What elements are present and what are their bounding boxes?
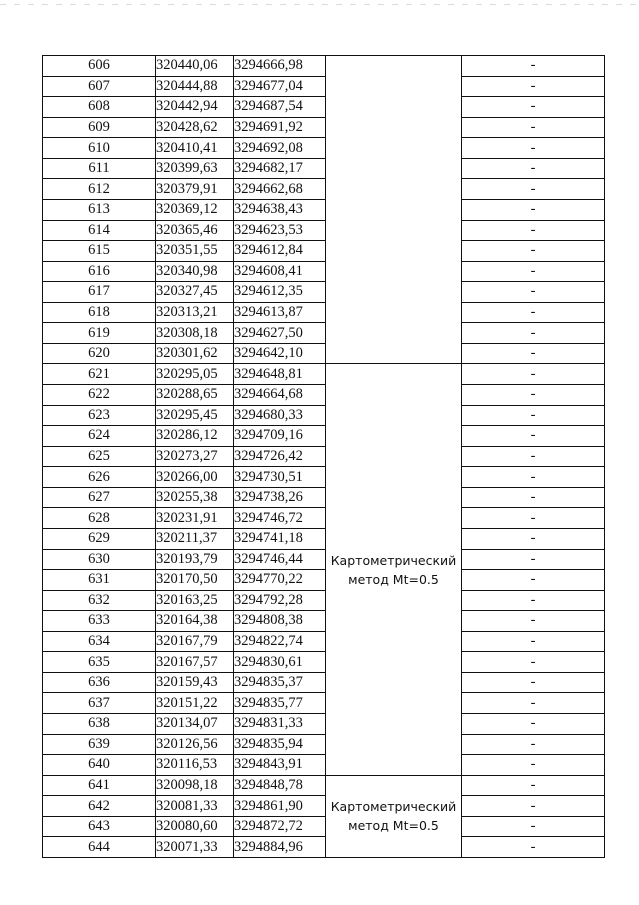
table-row [43,179,605,200]
point-number: 626 [43,467,156,488]
point-number: 610 [43,138,156,159]
coord-x: 320193,79 [156,549,234,570]
method-accuracy: метод Mt=0.5 [348,818,439,834]
scan-header-artifact [0,4,639,5]
dash-value: - [462,508,605,529]
table-row [43,97,605,118]
point-number: 615 [43,241,156,262]
coord-y: 3294648,81 [234,364,326,385]
dash-value: - [462,261,605,282]
method-accuracy: метод Mt=0.5 [348,571,439,587]
blank-method-cell [326,56,462,364]
table-row [43,631,605,652]
coord-x: 320288,65 [156,385,234,406]
table-row [43,76,605,97]
coord-y: 3294691,92 [234,117,326,138]
table-row [43,241,605,262]
coord-x: 320164,38 [156,611,234,632]
table-row [43,467,605,488]
coord-y: 3294830,61 [234,652,326,673]
coord-y: 3294861,90 [234,796,326,817]
point-number: 644 [43,837,156,858]
coord-y: 3294623,53 [234,220,326,241]
coordinates-table [42,55,605,858]
point-number: 630 [43,549,156,570]
point-number: 618 [43,302,156,323]
coord-y: 3294608,41 [234,261,326,282]
coord-x: 320365,46 [156,220,234,241]
dash-value: - [462,755,605,776]
coord-y: 3294770,22 [234,570,326,591]
coord-y: 3294642,10 [234,343,326,364]
point-number: 627 [43,487,156,508]
coord-y: 3294822,74 [234,631,326,652]
dash-value: - [462,775,605,796]
dash-value: - [462,652,605,673]
coord-y: 3294662,68 [234,179,326,200]
coord-x: 320151,22 [156,693,234,714]
dash-value: - [462,199,605,220]
table-row [43,755,605,776]
point-number: 631 [43,570,156,591]
coord-y: 3294612,35 [234,282,326,303]
coord-y: 3294831,33 [234,714,326,735]
coord-x: 320081,33 [156,796,234,817]
table-row [43,570,605,591]
table-row [43,446,605,467]
point-number: 614 [43,220,156,241]
point-number: 629 [43,528,156,549]
table-row [43,220,605,241]
coord-x: 320170,50 [156,570,234,591]
point-number: 611 [43,158,156,179]
method-name: Картометрический [330,799,457,815]
dash-value: - [462,117,605,138]
dash-value: - [462,56,605,77]
point-number: 607 [43,76,156,97]
coord-x: 320286,12 [156,426,234,447]
coord-x: 320255,38 [156,487,234,508]
point-number: 613 [43,199,156,220]
point-number: 608 [43,97,156,118]
table-row [43,487,605,508]
table-row [43,611,605,632]
point-number: 624 [43,426,156,447]
coord-x: 320351,55 [156,241,234,262]
coordinates-table-body [43,56,605,858]
dash-value: - [462,796,605,817]
dash-value: - [462,158,605,179]
dash-value: - [462,302,605,323]
coord-x: 320295,05 [156,364,234,385]
table-row [43,117,605,138]
table-row [43,158,605,179]
coord-x: 320159,43 [156,672,234,693]
dash-value: - [462,693,605,714]
coord-x: 320211,37 [156,528,234,549]
coord-x: 320399,63 [156,158,234,179]
coord-y: 3294738,26 [234,487,326,508]
dash-value: - [462,611,605,632]
table-row [43,385,605,406]
point-number: 616 [43,261,156,282]
coord-y: 3294666,98 [234,56,326,77]
coord-x: 320327,45 [156,282,234,303]
method-name: Картометрический [330,552,457,568]
coord-x: 320340,98 [156,261,234,282]
dash-value: - [462,467,605,488]
point-number: 617 [43,282,156,303]
coord-x: 320369,12 [156,199,234,220]
dash-value: - [462,570,605,591]
coord-y: 3294843,91 [234,755,326,776]
point-number: 636 [43,672,156,693]
table-row [43,652,605,673]
table-row [43,549,605,570]
table-row [43,138,605,159]
point-number: 637 [43,693,156,714]
dash-value: - [462,837,605,858]
dash-value: - [462,343,605,364]
point-number: 612 [43,179,156,200]
table-row [43,364,605,385]
dash-value: - [462,241,605,262]
coord-x: 320071,33 [156,837,234,858]
point-number: 633 [43,611,156,632]
table-row [43,405,605,426]
coord-x: 320231,91 [156,508,234,529]
coord-y: 3294872,72 [234,816,326,837]
dash-value: - [462,323,605,344]
coord-x: 320442,94 [156,97,234,118]
table-row [43,528,605,549]
coord-y: 3294835,94 [234,734,326,755]
table-row [43,343,605,364]
dash-value: - [462,385,605,406]
coord-x: 320080,60 [156,816,234,837]
point-number: 625 [43,446,156,467]
coord-y: 3294613,87 [234,302,326,323]
coord-x: 320379,91 [156,179,234,200]
table-row [43,282,605,303]
table-row [43,323,605,344]
coord-y: 3294709,16 [234,426,326,447]
coord-y: 3294627,50 [234,323,326,344]
coord-y: 3294848,78 [234,775,326,796]
coord-y: 3294730,51 [234,467,326,488]
table-row [43,672,605,693]
point-number: 632 [43,590,156,611]
dash-value: - [462,426,605,447]
dash-value: - [462,631,605,652]
table-row [43,816,605,837]
table-row [43,775,605,796]
point-number: 638 [43,714,156,735]
coord-x: 320167,57 [156,652,234,673]
coord-y: 3294612,84 [234,241,326,262]
dash-value: - [462,179,605,200]
point-number: 622 [43,385,156,406]
dash-value: - [462,405,605,426]
point-number: 635 [43,652,156,673]
coord-x: 320098,18 [156,775,234,796]
point-number: 641 [43,775,156,796]
dash-value: - [462,138,605,159]
coord-y: 3294680,33 [234,405,326,426]
dash-value: - [462,590,605,611]
dash-value: - [462,220,605,241]
coord-y: 3294687,54 [234,97,326,118]
table-row [43,199,605,220]
coord-x: 320167,79 [156,631,234,652]
coord-y: 3294638,43 [234,199,326,220]
coord-x: 320273,27 [156,446,234,467]
table-row [43,734,605,755]
point-number: 606 [43,56,156,77]
point-number: 623 [43,405,156,426]
coord-y: 3294682,17 [234,158,326,179]
table-row [43,590,605,611]
dash-value: - [462,97,605,118]
point-number: 640 [43,755,156,776]
table-row [43,693,605,714]
table-row [43,796,605,817]
coord-y: 3294746,44 [234,549,326,570]
coord-y: 3294677,04 [234,76,326,97]
coord-x: 320134,07 [156,714,234,735]
table-row [43,837,605,858]
dash-value: - [462,528,605,549]
coord-y: 3294808,38 [234,611,326,632]
coord-y: 3294746,72 [234,508,326,529]
coord-y: 3294726,42 [234,446,326,467]
point-number: 643 [43,816,156,837]
coord-x: 320428,62 [156,117,234,138]
point-number: 634 [43,631,156,652]
dash-value: - [462,816,605,837]
coord-x: 320116,53 [156,755,234,776]
coord-x: 320440,06 [156,56,234,77]
coord-y: 3294884,96 [234,837,326,858]
coord-y: 3294741,18 [234,528,326,549]
coord-x: 320163,25 [156,590,234,611]
point-number: 619 [43,323,156,344]
coord-y: 3294664,68 [234,385,326,406]
table-row [43,508,605,529]
point-number: 620 [43,343,156,364]
point-number: 628 [43,508,156,529]
point-number: 609 [43,117,156,138]
dash-value: - [462,364,605,385]
table-row [43,714,605,735]
table-row [43,261,605,282]
coord-y: 3294835,37 [234,672,326,693]
coord-x: 320295,45 [156,405,234,426]
dash-value: - [462,672,605,693]
point-number: 621 [43,364,156,385]
table-row [43,302,605,323]
coord-x: 320444,88 [156,76,234,97]
dash-value: - [462,487,605,508]
point-number: 642 [43,796,156,817]
coord-x: 320301,62 [156,343,234,364]
coord-x: 320313,21 [156,302,234,323]
table-row [43,56,605,77]
dash-value: - [462,734,605,755]
dash-value: - [462,282,605,303]
coord-x: 320308,18 [156,323,234,344]
point-number: 639 [43,734,156,755]
table-row [43,426,605,447]
dash-value: - [462,76,605,97]
method-cell [326,775,462,857]
method-cell [326,364,462,775]
dash-value: - [462,714,605,735]
coord-y: 3294692,08 [234,138,326,159]
coord-x: 320410,41 [156,138,234,159]
coord-x: 320126,56 [156,734,234,755]
coord-y: 3294792,28 [234,590,326,611]
coord-y: 3294835,77 [234,693,326,714]
dash-value: - [462,446,605,467]
coord-x: 320266,00 [156,467,234,488]
dash-value: - [462,549,605,570]
